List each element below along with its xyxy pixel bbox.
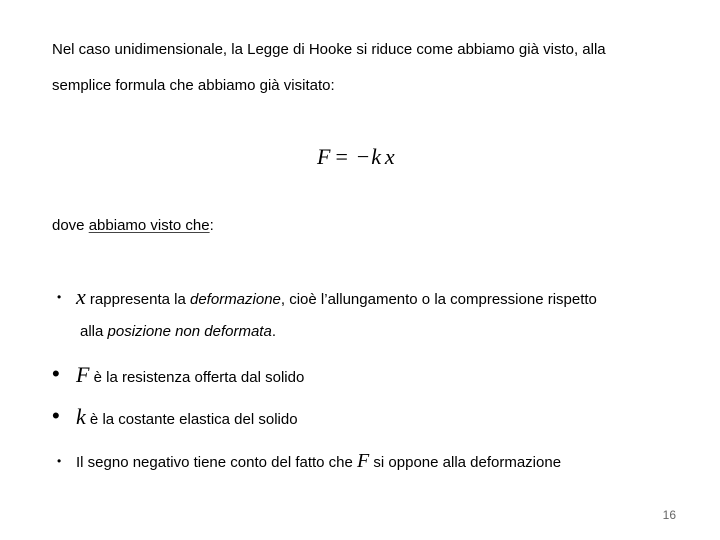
- formula-k: k: [371, 144, 383, 169]
- bullet-1-var: x: [76, 284, 86, 309]
- dove-line: [52, 217, 214, 235]
- bullet-2-marker: •: [52, 361, 60, 386]
- bullet-3-text: è la costante elastica del solido: [85, 411, 298, 428]
- bullet-4-marker: •: [57, 454, 62, 468]
- bullet-4-text-b: si oppone alla deformazione: [369, 454, 562, 471]
- bullet-4-var: F: [357, 450, 370, 472]
- formula-equals: =: [335, 144, 349, 169]
- formula-x: x: [384, 144, 396, 169]
- intro-line-2: semplice formula che abbiamo già visitato:: [52, 77, 335, 94]
- bullet-1-continuation: [80, 323, 276, 340]
- bullet-1-cont-b: .: [271, 323, 276, 340]
- dove-underlined: abbiamo visto che: [88, 217, 210, 234]
- bullet-2-var: F: [76, 362, 90, 387]
- bullet-1-cont-italic: posizione non deformata: [107, 323, 272, 340]
- dove-prefix: dove: [52, 217, 89, 234]
- hooke-formula: [317, 144, 396, 170]
- bullet-4: [76, 450, 561, 473]
- bullet-1-italic: deformazione: [190, 291, 281, 308]
- dove-suffix: :: [209, 217, 214, 234]
- bullet-1-text-a: rappresenta la: [85, 291, 190, 308]
- bullet-3-marker: •: [52, 403, 60, 428]
- bullet-1-marker: •: [57, 290, 62, 304]
- bullet-1: [76, 284, 597, 310]
- intro-line-1: Nel caso unidimensionale, la Legge di Hooke si riduce come abbiamo già visto, alla: [52, 41, 606, 58]
- formula-minus: −: [356, 144, 371, 169]
- bullet-2-text: è la resistenza offerta dal solido: [89, 369, 305, 386]
- bullet-3-var: k: [76, 404, 86, 429]
- bullet-1-text-b: , cioè l’allungamento o la compressione rispetto: [280, 291, 597, 308]
- page-number: 16: [662, 508, 676, 522]
- formula-force: F: [317, 144, 332, 169]
- bullet-3: [76, 404, 298, 430]
- bullet-4-text-a: Il segno negativo tiene conto del fatto che: [76, 454, 358, 471]
- bullet-1-cont-a: alla: [80, 323, 108, 340]
- bullet-2: [76, 362, 304, 388]
